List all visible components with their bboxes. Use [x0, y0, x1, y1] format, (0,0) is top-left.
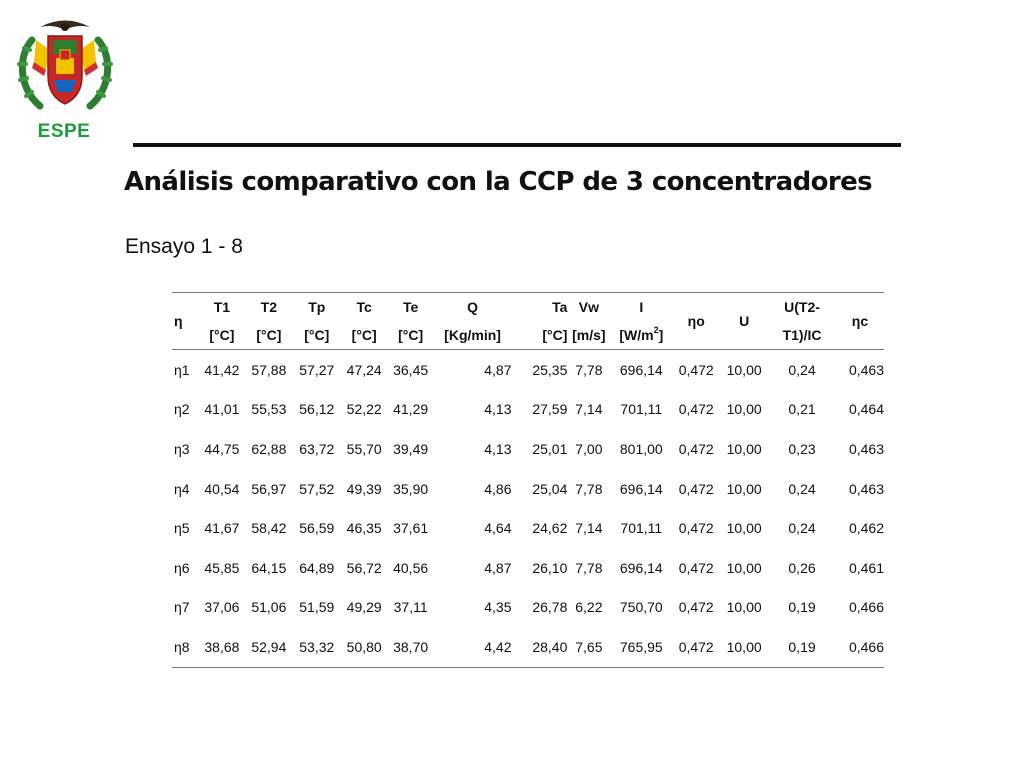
cell-i: 696,14 — [619, 361, 663, 378]
cell-t1: 38,68 — [204, 638, 240, 655]
cell-i: 696,14 — [619, 559, 663, 576]
header-eta: η — [174, 313, 183, 329]
unit-tc: [°C] — [351, 326, 377, 343]
table-row — [172, 469, 884, 509]
cell-eta-c: 0,461 — [848, 559, 884, 576]
cell-u: 10,00 — [726, 480, 762, 497]
header-u: U — [739, 313, 750, 329]
espe-logo — [10, 10, 120, 142]
cell-u: 10,00 — [726, 520, 762, 537]
header-tp: Tp — [308, 298, 326, 315]
cell-t2: 57,88 — [251, 361, 287, 378]
table-row — [172, 627, 884, 667]
cell-u: 10,00 — [726, 638, 762, 655]
unit-te: [°C] — [398, 326, 424, 343]
cell-vw: 7,14 — [575, 401, 603, 418]
cell-tc: 50,80 — [346, 638, 382, 655]
cell-tc: 52,22 — [346, 401, 382, 418]
data-table — [172, 292, 884, 668]
cell-ta: 26,10 — [532, 559, 568, 576]
cell-tp: 56,59 — [299, 520, 335, 537]
header-row — [172, 293, 884, 321]
cell-t2: 62,88 — [251, 440, 287, 457]
cell-i: 701,11 — [620, 401, 663, 418]
cell-i: 801,00 — [619, 440, 663, 457]
unit-i-exponent: 2 — [653, 324, 659, 335]
cell-eta-o: 0,472 — [678, 559, 714, 576]
cell-eta: η2 — [174, 401, 190, 418]
cell-eta-o: 0,472 — [678, 638, 714, 655]
cell-eta-c: 0,463 — [848, 480, 884, 497]
cell-t1: 45,85 — [204, 559, 240, 576]
cell-tc: 55,70 — [346, 440, 382, 457]
cell-eta: η1 — [174, 361, 190, 378]
cell-t1: 41,42 — [204, 361, 240, 378]
unit-i — [610, 320, 672, 350]
table-row — [172, 588, 884, 628]
cell-vw: 7,78 — [575, 559, 603, 576]
cell-eta-c: 0,462 — [848, 520, 884, 537]
cell-q: 4,13 — [484, 401, 512, 418]
cell-eta: η8 — [174, 638, 190, 655]
cell-u: 10,00 — [726, 440, 762, 457]
unit-i-close: ] — [658, 326, 664, 343]
cell-ut: 0,26 — [788, 559, 816, 576]
cell-u: 10,00 — [726, 559, 762, 576]
cell-tp: 57,52 — [299, 480, 335, 497]
cell-q: 4,87 — [484, 361, 512, 378]
cell-te: 38,70 — [393, 638, 429, 655]
cell-t2: 58,42 — [251, 520, 287, 537]
logo-text: ESPE — [37, 121, 91, 142]
cell-eta-c: 0,463 — [848, 361, 884, 378]
cell-eta: η6 — [174, 559, 190, 576]
unit-vw: [m/s] — [572, 326, 606, 343]
cell-te: 35,90 — [393, 480, 429, 497]
cell-t1: 41,01 — [204, 401, 240, 418]
unit-ut: T1)/IC — [782, 326, 822, 343]
unit-t1: [°C] — [209, 326, 235, 343]
header-vw: Vw — [578, 298, 599, 315]
cell-u: 10,00 — [726, 401, 762, 418]
cell-i: 701,11 — [620, 520, 663, 537]
cell-ta: 25,04 — [532, 480, 568, 497]
cell-vw: 6,22 — [575, 599, 603, 616]
cell-eta: η7 — [174, 599, 190, 616]
cell-ut: 0,19 — [788, 638, 816, 655]
cell-i: 750,70 — [619, 599, 663, 616]
unit-q: [Kg/min] — [444, 326, 501, 343]
header-q: Q — [467, 298, 478, 315]
header-te: Te — [402, 298, 419, 315]
cell-i: 765,95 — [619, 638, 663, 655]
cell-tc: 49,29 — [346, 599, 382, 616]
cell-eta-c: 0,466 — [848, 638, 884, 655]
cell-vw: 7,78 — [575, 361, 603, 378]
cell-ta: 24,62 — [532, 520, 568, 537]
cell-tp: 64,89 — [299, 559, 335, 576]
title-rule — [133, 143, 901, 147]
table-row — [172, 429, 884, 469]
cell-q: 4,35 — [484, 599, 512, 616]
table-row — [172, 548, 884, 588]
cell-tp: 63,72 — [299, 440, 335, 457]
cell-t2: 52,94 — [251, 638, 287, 655]
table-row — [172, 390, 884, 430]
header-i: I — [639, 298, 644, 315]
cell-q: 4,42 — [484, 638, 512, 655]
cell-te: 37,11 — [393, 599, 428, 616]
unit-ta: [°C] — [542, 326, 568, 343]
espe-crest-icon — [10, 10, 120, 120]
cell-eta: η3 — [174, 440, 190, 457]
header-tc: Tc — [356, 298, 372, 315]
header-eta-c: ηc — [851, 313, 869, 329]
cell-eta-c: 0,466 — [848, 599, 884, 616]
table-row — [172, 508, 884, 548]
cell-tc: 56,72 — [346, 559, 382, 576]
cell-te: 39,49 — [393, 440, 429, 457]
cell-ut: 0,24 — [788, 480, 816, 497]
cell-tp: 53,32 — [299, 638, 335, 655]
unit-t2: [°C] — [256, 326, 282, 343]
cell-te: 37,61 — [393, 520, 429, 537]
cell-u: 10,00 — [726, 361, 762, 378]
cell-vw: 7,14 — [575, 520, 603, 537]
cell-t1: 37,06 — [204, 599, 240, 616]
cell-eta-c: 0,464 — [848, 401, 884, 418]
cell-t1: 44,75 — [204, 440, 240, 457]
cell-te: 40,56 — [393, 559, 429, 576]
header-t2: T2 — [260, 298, 278, 315]
table-row — [172, 350, 884, 390]
cell-i: 696,14 — [619, 480, 663, 497]
cell-q: 4,13 — [484, 440, 512, 457]
cell-eta: η5 — [174, 520, 190, 537]
header-ut: U(T2- — [784, 298, 820, 315]
cell-tc: 47,24 — [346, 361, 382, 378]
cell-ut: 0,19 — [788, 599, 816, 616]
cell-ut: 0,23 — [788, 440, 816, 457]
cell-eta-o: 0,472 — [678, 361, 714, 378]
unit-i-base: [W/m — [619, 326, 654, 343]
cell-eta-o: 0,472 — [678, 440, 714, 457]
cell-t2: 64,15 — [251, 559, 287, 576]
cell-te: 36,45 — [393, 361, 429, 378]
cell-eta-o: 0,472 — [678, 599, 714, 616]
cell-ta: 28,40 — [532, 638, 568, 655]
cell-ut: 0,24 — [788, 361, 816, 378]
cell-ta: 26,78 — [532, 599, 568, 616]
cell-ta: 25,01 — [532, 440, 568, 457]
cell-vw: 7,78 — [575, 480, 603, 497]
cell-t2: 55,53 — [251, 401, 287, 418]
cell-te: 41,29 — [393, 401, 429, 418]
cell-q: 4,86 — [484, 480, 512, 497]
cell-ta: 25,35 — [532, 361, 568, 378]
cell-eta-c: 0,463 — [848, 440, 884, 457]
page-title: Análisis comparativo con la CCP de 3 concentradores — [124, 167, 873, 197]
cell-tp: 57,27 — [299, 361, 335, 378]
cell-tc: 46,35 — [346, 520, 382, 537]
header-units-row — [172, 320, 884, 350]
cell-vw: 7,00 — [575, 440, 603, 457]
page-subtitle: Ensayo 1 - 8 — [125, 235, 243, 258]
cell-eta: η4 — [174, 480, 190, 497]
cell-q: 4,87 — [484, 559, 512, 576]
unit-tp: [°C] — [304, 326, 330, 343]
header-eta-o: ηo — [687, 313, 705, 329]
cell-q: 4,64 — [484, 520, 512, 537]
cell-tp: 56,12 — [299, 401, 335, 418]
cell-ut: 0,24 — [788, 520, 816, 537]
cell-t1: 40,54 — [204, 480, 240, 497]
cell-tp: 51,59 — [299, 599, 335, 616]
cell-ta: 27,59 — [532, 401, 568, 418]
header-ta: Ta — [552, 298, 568, 315]
cell-t1: 41,67 — [204, 520, 240, 537]
cell-ut: 0,21 — [788, 401, 816, 418]
cell-t2: 56,97 — [251, 480, 287, 497]
header-t1: T1 — [213, 298, 231, 315]
cell-vw: 7,65 — [575, 638, 603, 655]
cell-eta-o: 0,472 — [678, 520, 714, 537]
cell-t2: 51,06 — [251, 599, 287, 616]
cell-eta-o: 0,472 — [678, 401, 714, 418]
cell-eta-o: 0,472 — [678, 480, 714, 497]
cell-tc: 49,39 — [346, 480, 382, 497]
cell-u: 10,00 — [726, 599, 762, 616]
